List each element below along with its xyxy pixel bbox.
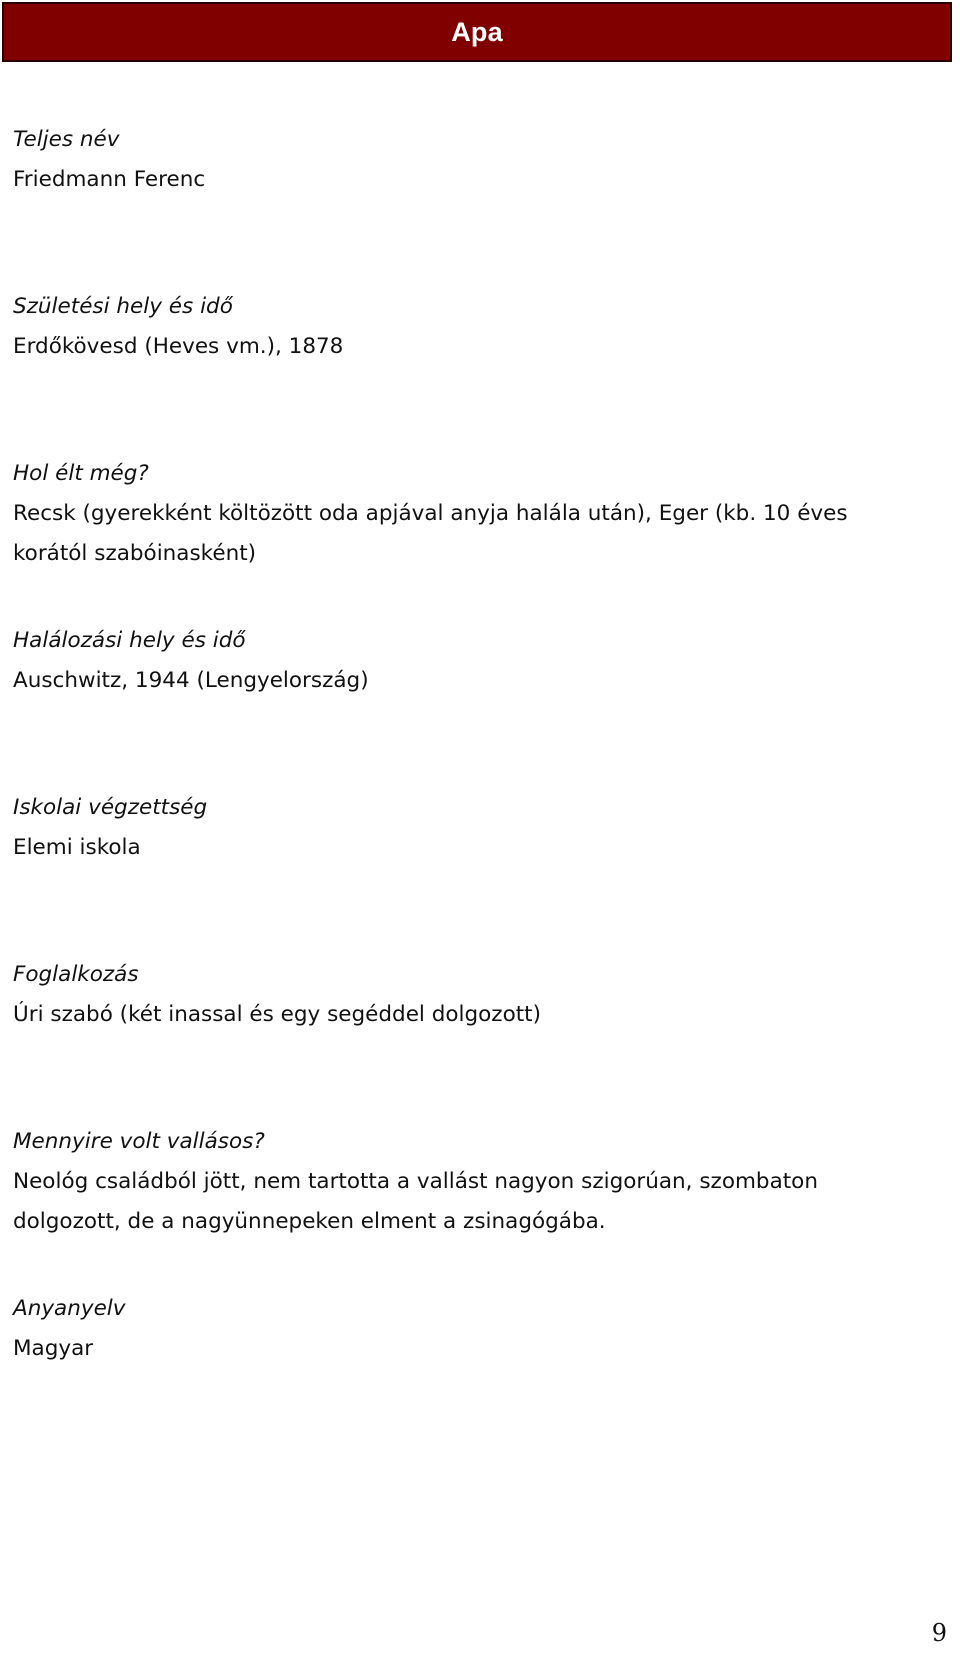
field-label: Teljes név <box>13 127 120 152</box>
field-mother-tongue <box>13 1289 913 1369</box>
field-death-place-date <box>13 621 913 701</box>
field-value <box>13 995 913 1035</box>
field-birth-place-date <box>13 287 913 367</box>
field-value <box>13 494 913 574</box>
field-education <box>13 788 913 868</box>
field-label: Hol élt még? <box>13 461 149 486</box>
field-label: Születési hely és idő <box>13 294 233 319</box>
page-number: 9 <box>931 1619 947 1647</box>
field-value <box>13 327 913 367</box>
field-value <box>13 661 913 701</box>
section-header-bar <box>2 2 952 62</box>
field-value <box>13 1329 913 1369</box>
value-line: Magyar <box>13 1336 94 1361</box>
value-line: Recsk (gyerekként költözött oda apjával anyja halála után), Eger (kb. 10 éves <box>13 501 848 526</box>
value-line: Auschwitz, 1944 (Lengyelország) <box>13 668 369 693</box>
section-title: Apa <box>451 16 503 47</box>
field-value <box>13 160 913 200</box>
value-line: Neológ családból jött, nem tartotta a vallást nagyon szigorúan, szombaton <box>13 1169 818 1194</box>
value-line: Erdőkövesd (Heves vm.), 1878 <box>13 334 344 359</box>
field-label: Mennyire volt vallásos? <box>13 1129 265 1154</box>
field-other-residences <box>13 454 913 574</box>
field-label: Anyanyelv <box>13 1296 126 1321</box>
field-value <box>13 828 913 868</box>
field-label: Iskolai végzettség <box>13 795 208 820</box>
field-label: Foglalkozás <box>13 962 139 987</box>
value-line: Elemi iskola <box>13 835 141 860</box>
field-value <box>13 1162 913 1242</box>
field-label: Halálozási hely és idő <box>13 628 246 653</box>
value-line: Friedmann Ferenc <box>13 167 206 192</box>
value-line: Úri szabó (két inassal és egy segéddel dolgozott) <box>13 1002 541 1027</box>
value-line: dolgozott, de a nagyünnepeken elment a zsinagógába. <box>13 1209 606 1234</box>
field-religiosity <box>13 1122 913 1242</box>
field-occupation <box>13 955 913 1035</box>
value-line: korától szabóinasként) <box>13 541 257 566</box>
field-full-name <box>13 120 913 200</box>
